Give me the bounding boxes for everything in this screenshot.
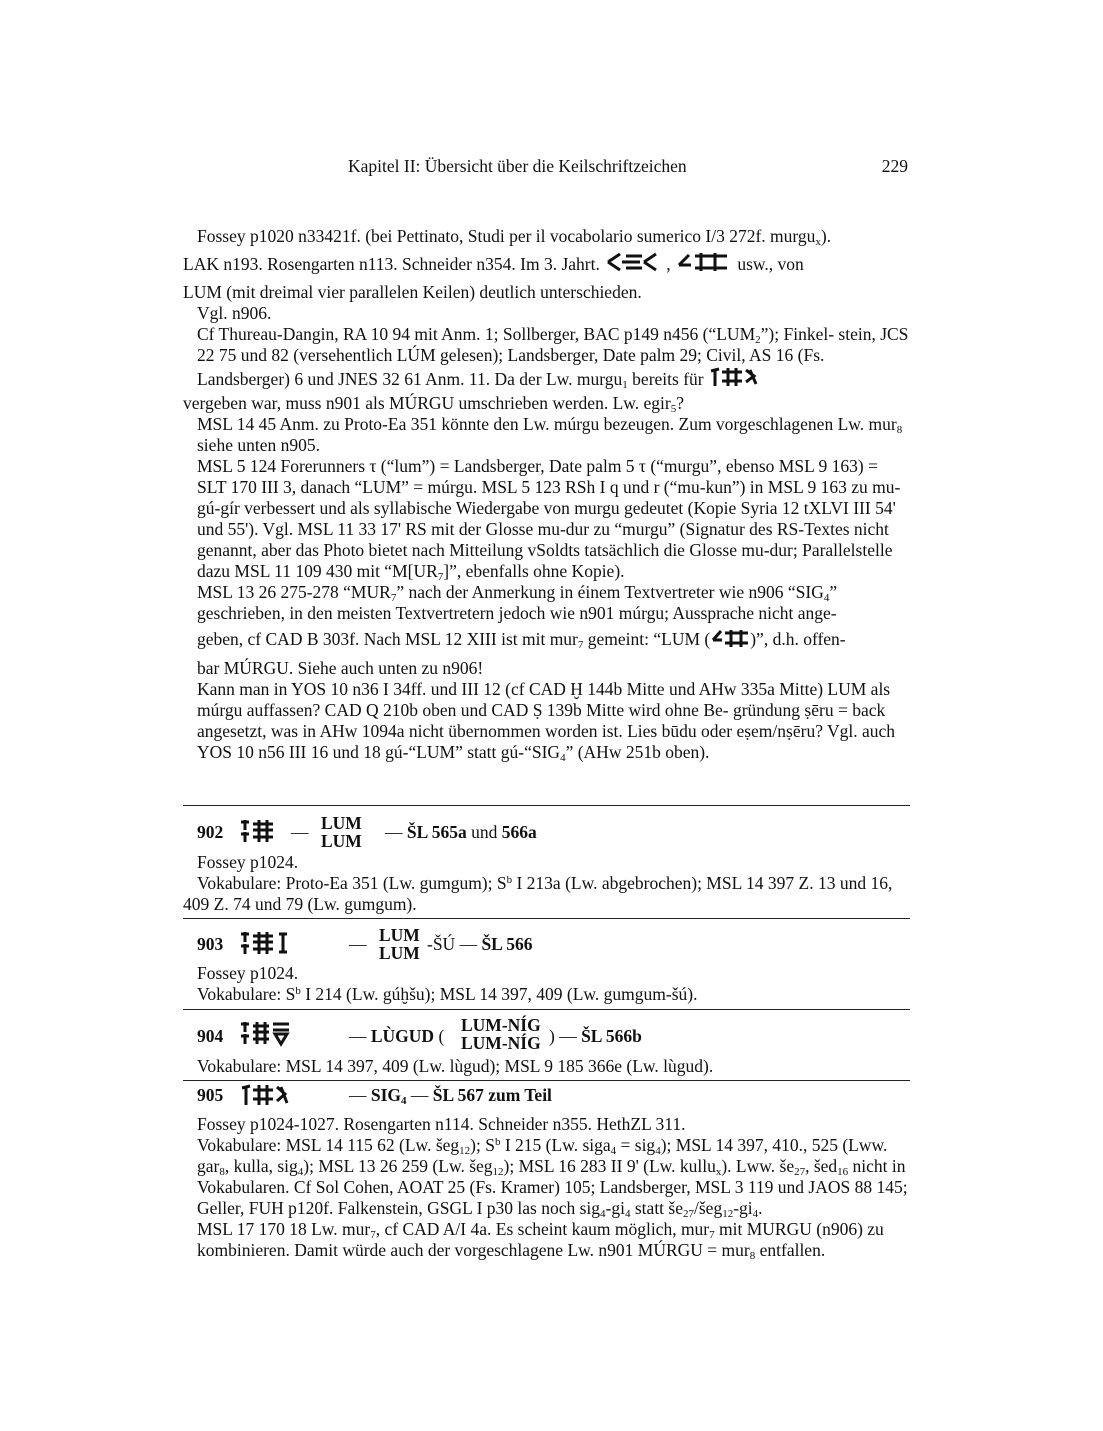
cuneiform-sig4-sign-icon <box>239 1083 289 1112</box>
sl-reference: ŠL 566 <box>481 934 533 954</box>
em-dash: — <box>349 934 367 954</box>
vgl-line: Vgl. n906. <box>197 303 272 323</box>
msl5-paragraph: MSL 5 124 Forerunners τ (“lum”) = Landsberger, Date palm 5 τ (“murgu”, ebenso MSL 9 163) = SLT 170 III 3, danach “LUM” = múrgu. MSL 5 123 RSh I q und r (“mu-kun”) in MSL 9 163 zu mu-gú-gír verbessert und als syllabische Wiedergabe von murgu gedeutet (Kopie Syria 12 tXLVI III 54' und 55'). Vgl. MSL 11 33 17' RS mit der Glosse mu-dur zu “murgu” (Signatur des RS-Textes nicht genannt, aber das Photo bietet nach Mitteilung vSoldts tatsächlich die Glosse mu-dur; Parallelstelle dazu MSL 11 109 430 mit “$M[UR_7]$”, ebenfalls ohne Kopie). <box>197 456 901 583</box>
entry-901-continuation <box>183 226 911 763</box>
separator-rule <box>183 805 910 806</box>
separator-rule <box>183 1080 910 1081</box>
vokabulare-paragraph: Vokabulare: MSL 14 115 62 (Lw. šeg$_{12}$); $S^b$ I 215 (Lw. siga$_4$ = sig$_4$); MSL 14 397, 410., 525 (Lww. gar$_8$, kulla, sig$_4$); MSL 13 26 259 (Lw. šeg$_{12}$); MSL 16 283 II 9' (Lw. kullu$_x$). Lww. $še_{27}$, šed$_{16}$ nicht in Vokabularen. Cf Sol Cohen, AOAT 25 (Fs. Kramer) 105; Landsberger, MSL 3 119 und JAOS 88 145; Geller, FUH p120f. Falkenstein, GSGL I p30 las noch $sig_4-gi_4$ statt $še_{27}/šeg_{12}-gi_4$. <box>197 1135 908 1220</box>
vokabulare-line: Vokabulare: MSL 14 397, 409 (Lw. lùgud); MSL 9 185 366e (Lw. lùgud). <box>197 1056 714 1076</box>
sl-reference: ŠL 567 zum Teil <box>432 1085 552 1105</box>
entry-904-body <box>197 1056 911 1077</box>
entry-903-body <box>197 963 911 1005</box>
em-dash: — <box>291 822 309 842</box>
entry-number: 903 <box>197 934 224 954</box>
em-dash: — <box>410 1085 429 1105</box>
cuneiform-lugud-sign-icon <box>239 1020 291 1053</box>
em-dash: — <box>559 1026 577 1046</box>
chapter-title: Kapitel II: Übersicht über die Keilschriftzeichen <box>348 156 687 176</box>
em-dash: — <box>385 822 403 842</box>
reading-suffix: -ŠÚ <box>427 934 456 954</box>
reading-fraction: LUM LUM <box>321 813 362 851</box>
yos-paragraph: Kann man in YOS 10 n36 I 34ff. und III 12 (cf CAD Ḫ 144b Mitte und AHw 335a Mitte) LUM als múrgu auffassen? CAD Q 210b oben und CAD Ṣ 139b Mitte wird ohne Be- gründung ṣēru = back angesetzt, was in AHw 1094a nicht übernommen worden ist. Lies būdu oder eṣem/nṣēru? Vgl. auch YOS 10 n56 III 16 und 18 gú-“LUM” statt $gú-“SIG_4$” (AHw 251b oben). <box>197 679 896 764</box>
entry-number: 905 <box>197 1085 224 1105</box>
cuneiform-variant-sign-icon <box>675 251 733 278</box>
cuneiform-variant-sign-icon <box>710 628 750 653</box>
entry-902-heading <box>197 812 909 852</box>
reading-fraction: LUM-NÍG LUM-NÍG <box>461 1015 541 1053</box>
fossey-line: Fossey p1024-1027. Rosengarten n114. Schneider n355. HethZL 311. <box>197 1114 686 1134</box>
entry-905-body <box>183 1114 911 1261</box>
sl-reference: ŠL 566b <box>581 1026 642 1046</box>
running-header <box>184 156 908 180</box>
separator-rule <box>183 918 910 919</box>
fossey-line: Fossey p1020 n33421f. (bei Pettinato, Studi per il vocabolario sumerico I/3 272f. murgu$_x$). <box>197 226 832 248</box>
paren: ( <box>438 1026 445 1046</box>
entry-903-heading <box>197 924 909 964</box>
page-number: 229 <box>881 156 908 176</box>
em-dash: — <box>459 934 478 954</box>
entry-904-heading <box>197 1014 909 1054</box>
lak-line: LAK n193. Rosengarten n113. Schneider n354. Im 3. Jahrt. , usw., von <box>183 251 911 278</box>
lum-line: LUM (mit dreimal vier parallelen Keilen) deutlich unterschieden. <box>183 282 642 302</box>
em-dash: — <box>349 1085 367 1105</box>
fossey-line: Fossey p1024. <box>197 963 299 983</box>
entry-902-body <box>183 852 911 915</box>
fossey-line: Fossey p1024. <box>197 852 299 872</box>
reading: LÙGUD <box>370 1026 435 1046</box>
cuneiform-old-sign-icon <box>604 251 666 278</box>
cuneiform-sig4-inline-icon <box>708 366 758 393</box>
msl17-paragraph: MSL 17 170 18 Lw. mur$_7$, cf CAD A/I 4a. Es scheint kaum möglich, mur$_7$ mit MURGU (n906) zu kombinieren. Damit würde auch der vorgeschlagene Lw. n901 MÚRGU = mur$_8$ entfallen. <box>197 1219 884 1262</box>
msl14-paragraph: MSL 14 45 Anm. zu Proto-Ea 351 könnte den Lw. múrgu bezeugen. Zum vorgeschlagenen Lw. mur$_8$ siehe unten n905. <box>197 414 903 455</box>
msl13-paragraph: MSL 13 26 275-278 “$MUR_7$” nach der Anmerkung in éinem Textvertreter wie n906 “$SIG_4$” geschrieben, in den meisten Textvertretern jedoch wie n901 múrgu; Aussprache nicht ange- geben, cf CAD B 303f. Nach MSL 12 XIII ist mit mur$_7$ gemeint: “LUM ( )”, d.h. offen- bar MÚRGU. Siehe auch unten zu n906! <box>197 582 846 678</box>
separator-rule <box>183 1009 910 1010</box>
entry-number: 902 <box>197 822 224 842</box>
vokabulare-line: Vokabulare: $S^b$ I 214 (Lw. gúḫšu); MSL 14 397, 409 (Lw. gumgum-šú). <box>197 984 698 1004</box>
vokabulare-line: Vokabulare: Proto-Ea 351 (Lw. gumgum); $S^b$ I 213a (Lw. abgebrochen); MSL 14 397 Z. 13 und 16, 409 Z. 74 und 79 (Lw. gumgum). <box>183 873 893 914</box>
reading: $SIG_4$ <box>370 1085 407 1107</box>
sl-reference: ŠL 565a <box>406 822 467 842</box>
cuneiform-lum-sign-icon <box>239 818 275 849</box>
and-word: und <box>471 822 498 842</box>
cf-paragraph: Cf Thureau-Dangin, RA 10 94 mit Anm. 1; Sollberger, BAC p149 n456 $(“LUM_2”)$; Finkel- stein, JCS 22 75 und 82 (versehentlich LÚM gelesen); Landsberger, Date palm 29; Civil, AS 16 (Fs. Landsberger) 6 und JNES 32 61 Anm. 11. Da der Lw. murgu$_1$ bereits für vergeben war, muss n901 als MÚRGU umschrieben werden. Lw. egir$_5$? <box>183 324 909 415</box>
paren: ) <box>549 1026 555 1046</box>
sl-reference-2: 566a <box>501 822 537 842</box>
em-dash: — <box>349 1026 367 1046</box>
cuneiform-lum-shu-sign-icon <box>239 930 291 961</box>
reading-fraction: LUM LUM <box>379 925 420 963</box>
entry-number: 904 <box>197 1026 224 1046</box>
